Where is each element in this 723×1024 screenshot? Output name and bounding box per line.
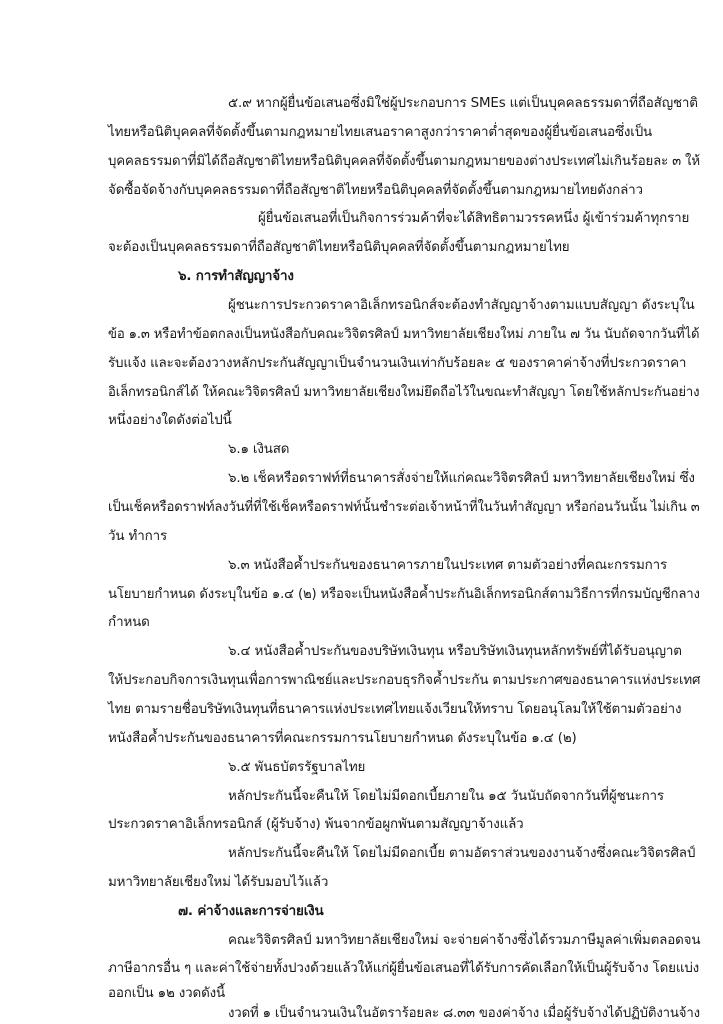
return-clause-2-line-2: มหาวิทยาลัยเชียงใหม่ ได้รับมอบไว้แล้ว [108, 875, 329, 890]
section-6-line-1: ผู้ชนะการประกวดราคาอิเล็กทรอนิกส์จะต้องทำสัญญาจ้างตามแบบสัญญา ดังระบุใน [228, 298, 695, 313]
item-6-1: ๖.๑ เงินสด [228, 442, 290, 457]
section-6-heading: ๖. การทำสัญญาจ้าง [178, 269, 294, 284]
item-6-2-line-2: เป็นเช็คหรือดราฟท์ลงวันที่ที่ใช้เช็คหรือดราฟท์นั้นชำระต่อเจ้าหน้าที่ในวันทำสัญญา หรือก่อนวันนั้น ไม่เกิน ๓ [108, 500, 700, 515]
installment-1-line: งวดที่ ๑ เป็นจำนวนเงินในอัตราร้อยละ ๘.๓๓ ของค่าจ้าง เมื่อผู้รับจ้างได้ปฏิบัติงานจ้าง [228, 1006, 701, 1021]
return-clause-2-line-1: หลักประกันนี้จะคืนให้ โดยไม่มีดอกเบี้ย ตามอัตราส่วนของงานจ้างซึ่งคณะวิจิตรศิลป์ [228, 846, 696, 861]
para-5-9-line-2: ไทยหรือนิติบุคคลที่จัดตั้งขึ้นตามกฎหมายไทยเสนอราคาสูงกว่าราคาต่ำสุดของผู้ยื่นข้อเสนอซึ่งเป็น [108, 125, 653, 140]
item-6-2-line-1: ๖.๒ เช็คหรือดราฟท์ที่ธนาคารสั่งจ่ายให้แก่คณะวิจิตรศิลป์ มหาวิทยาลัยเชียงใหม่ ซึ่ง [228, 471, 695, 486]
section-6-line-3: รับแจ้ง และจะต้องวางหลักประกันสัญญาเป็นจำนวนเงินเท่ากับร้อยละ ๕ ของราคาค่าจ้างที่ประกวดราคา [108, 356, 687, 371]
joint-venture-line-2: จะต้องเป็นบุคคลธรรมดาที่ถือสัญชาติไทยหรือนิติบุคคลที่จัดตั้งขึ้นตามกฎหมายไทย [108, 240, 570, 255]
section-7-line-1: คณะวิจิตรศิลป์ มหาวิทยาลัยเชียงใหม่ จะจ่ายค่าจ้างซึ่งได้รวมภาษีมูลค่าเพิ่มตลอดจน [228, 933, 701, 948]
para-5-9-line-1: ๕.๙ หากผู้ยื่นข้อเสนอซึ่งมิใช่ผู้ประกอบการ SMEs แต่เป็นบุคคลธรรมดาที่ถือสัญชาติ [228, 96, 698, 111]
item-6-5: ๖.๕ พันธบัตรรัฐบาลไทย [228, 760, 366, 775]
item-6-3-line-1: ๖.๓ หนังสือค้ำประกันของธนาคารภายในประเทศ ตามตัวอย่างที่คณะกรรมการ [228, 558, 668, 573]
para-5-9-line-4: จัดซื้อจัดจ้างกับบุคคลธรรมดาที่ถือสัญชาติไทยหรือนิติบุคคลที่จัดตั้งขึ้นตามกฎหมายไทยดังกล่าว [108, 183, 643, 198]
return-clause-1-line-2: ประกวดราคาอิเล็กทรอนิกส์ (ผู้รับจ้าง) พ้นจากข้อผูกพันตามสัญญาจ้างแล้ว [108, 817, 524, 832]
item-6-4-line-1: ๖.๔ หนังสือค้ำประกันของบริษัทเงินทุน หรือบริษัทเงินทุนหลักทรัพย์ที่ได้รับอนุญาต [228, 644, 682, 659]
item-6-4-line-3: ไทย ตามรายชื่อบริษัทเงินทุนที่ธนาคารแห่งประเทศไทยแจ้งเวียนให้ทราบ โดยอนุโลมให้ใช้ตามตัวอย่าง [108, 702, 682, 717]
item-6-2-line-3: วัน ทำการ [108, 529, 168, 544]
item-6-4-line-2: ให้ประกอบกิจการเงินทุนเพื่อการพาณิชย์และประกอบธุรกิจค้ำประกัน ตามประกาศของธนาคารแห่งประเทศ [108, 673, 701, 688]
section-7-line-2: ภาษีอากรอื่น ๆ และค่าใช้จ่ายทั้งปวงด้วยแล้วให้แก่ผู้ยื่นข้อเสนอที่ได้รับการคัดเลือกให้เป็นผู้รับจ้าง โดยแบ่ง [108, 961, 700, 976]
section-7-heading: ๗. ค่าจ้างและการจ่ายเงิน [178, 904, 324, 919]
item-6-3-line-3: กำหนด [108, 615, 150, 630]
item-6-3-line-2: นโยบายกำหนด ดังระบุในข้อ ๑.๔ (๒) หรือจะเป็นหนังสือค้ำประกันอิเล็กทรอนิกส์ตามวิธีการที่กรมบัญชีกลาง [108, 587, 700, 602]
item-6-4-line-4: หนังสือค้ำประกันของธนาคารที่คณะกรรมการนโยบายกำหนด ดังระบุในข้อ ๑.๔ (๒) [108, 731, 577, 746]
joint-venture-line-1: ผู้ยื่นข้อเสนอที่เป็นกิจการร่วมค้าที่จะได้สิทธิตามวรรคหนึ่ง ผู้เข้าร่วมค้าทุกราย [258, 211, 690, 226]
section-6-line-4: อิเล็กทรอนิกส์ได้ ให้คณะวิจิตรศิลป์ มหาวิทยาลัยเชียงใหม่ยึดถือไว้ในขณะทำสัญญา โดยใช้หลักประกันอย่าง [108, 385, 700, 400]
section-6-line-5: หนึ่งอย่างใดดังต่อไปนี้ [108, 413, 232, 428]
return-clause-1-line-1: หลักประกันนี้จะคืนให้ โดยไม่มีดอกเบี้ยภายใน ๑๕ วันนับถัดจากวันที่ผู้ชนะการ [228, 789, 664, 804]
section-6-line-2: ข้อ ๑.๓ หรือทำข้อตกลงเป็นหนังสือกับคณะวิจิตรศิลป์ มหาวิทยาลัยเชียงใหม่ ภายใน ๗ วัน นับถัดจากวันที่ได้ [108, 327, 700, 342]
para-5-9-line-3: บุคคลธรรมดาที่มิได้ถือสัญชาติไทยหรือนิติบุคคลที่จัดตั้งขึ้นตามกฎหมายของต่างประเทศไม่เกินร้อยละ ๓ ให้ [108, 154, 700, 169]
section-7-line-3: ออกเป็น ๑๒ งวดดังนี้ [108, 986, 226, 1001]
